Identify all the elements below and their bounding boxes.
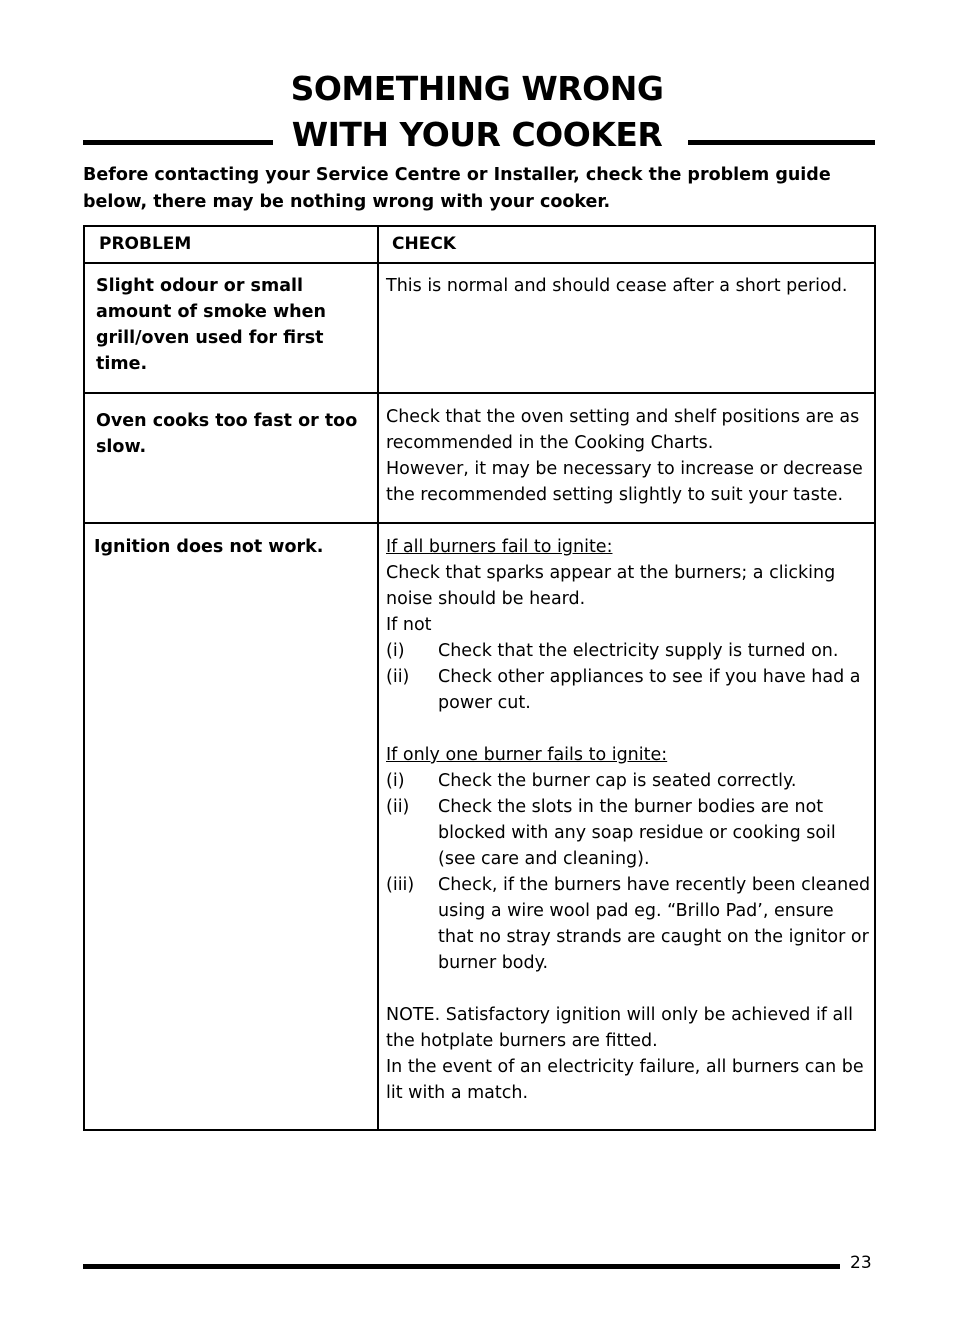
column-divider	[377, 227, 379, 1129]
note-satisfactory-ignition: NOTE. Satisfactory ignition will only be achieved if all the hotplate burners are fitted.	[386, 1005, 853, 1051]
list-item	[386, 638, 874, 664]
intro-text: Before contacting your Service Centre or Installer, check the problem guide below, there may be nothing wrong with your cooker.	[83, 165, 831, 212]
title-rule-right	[688, 140, 875, 145]
list-text: Check the slots in the burner bodies are not blocked with any soap residue or cooking soil (see care and cleaning).	[438, 797, 836, 869]
row1-problem: Slight odour or small amount of smoke when grill/oven used for first time.	[96, 276, 326, 374]
list-text: Check other appliances to see if you have had a power cut.	[438, 667, 861, 713]
row-divider	[85, 522, 874, 524]
list-number: (ii)	[386, 797, 410, 817]
page-number: 23	[850, 1253, 872, 1273]
footer-rule	[83, 1264, 840, 1269]
header-problem: PROBLEM	[99, 234, 192, 254]
row2-check-p2: However, it may be necessary to increase or decrease the recommended setting slightly to suit your taste.	[386, 459, 863, 505]
row3-problem: Ignition does not work.	[94, 537, 324, 557]
list-number: (i)	[386, 771, 405, 791]
list-item	[386, 872, 874, 976]
row3-check	[386, 534, 874, 1106]
title-rule-left	[83, 140, 273, 145]
list-text: Check that the electricity supply is turned on.	[438, 641, 839, 661]
list-number: (iii)	[386, 875, 415, 895]
title-line-2: WITH YOUR COOKER	[291, 115, 663, 154]
row2-check	[386, 404, 874, 508]
note-electricity-failure: In the event of an electricity failure, all burners can be lit with a match.	[386, 1057, 864, 1103]
all-burners-heading: If all burners fail to ignite:	[386, 537, 613, 557]
list-number: (i)	[386, 641, 405, 661]
if-not-text: If not	[386, 615, 432, 635]
list-number: (ii)	[386, 667, 410, 687]
list-item	[386, 664, 874, 716]
one-burner-heading: If only one burner fails to ignite:	[386, 745, 668, 765]
list-item	[386, 794, 874, 872]
row1-check: This is normal and should cease after a short period.	[386, 276, 848, 296]
all-burners-text: Check that sparks appear at the burners; a clicking noise should be heard.	[386, 563, 836, 609]
row2-check-p1: Check that the oven setting and shelf positions are as recommended in the Cooking Charts.	[386, 407, 860, 453]
list-text: Check, if the burners have recently been cleaned using a wire wool pad eg. “Brillo Pad’, ensure that no stray strands are caught on the ignitor or burner body.	[438, 875, 871, 973]
list-text: Check the burner cap is seated correctly.	[438, 771, 797, 791]
title-line-1: SOMETHING WRONG	[290, 69, 664, 108]
row-divider	[85, 262, 874, 264]
row-divider	[85, 392, 874, 394]
header-check: CHECK	[392, 234, 456, 254]
row2-problem: Oven cooks too fast or too slow.	[96, 411, 358, 457]
list-item	[386, 768, 874, 794]
problem-table	[83, 225, 876, 1131]
